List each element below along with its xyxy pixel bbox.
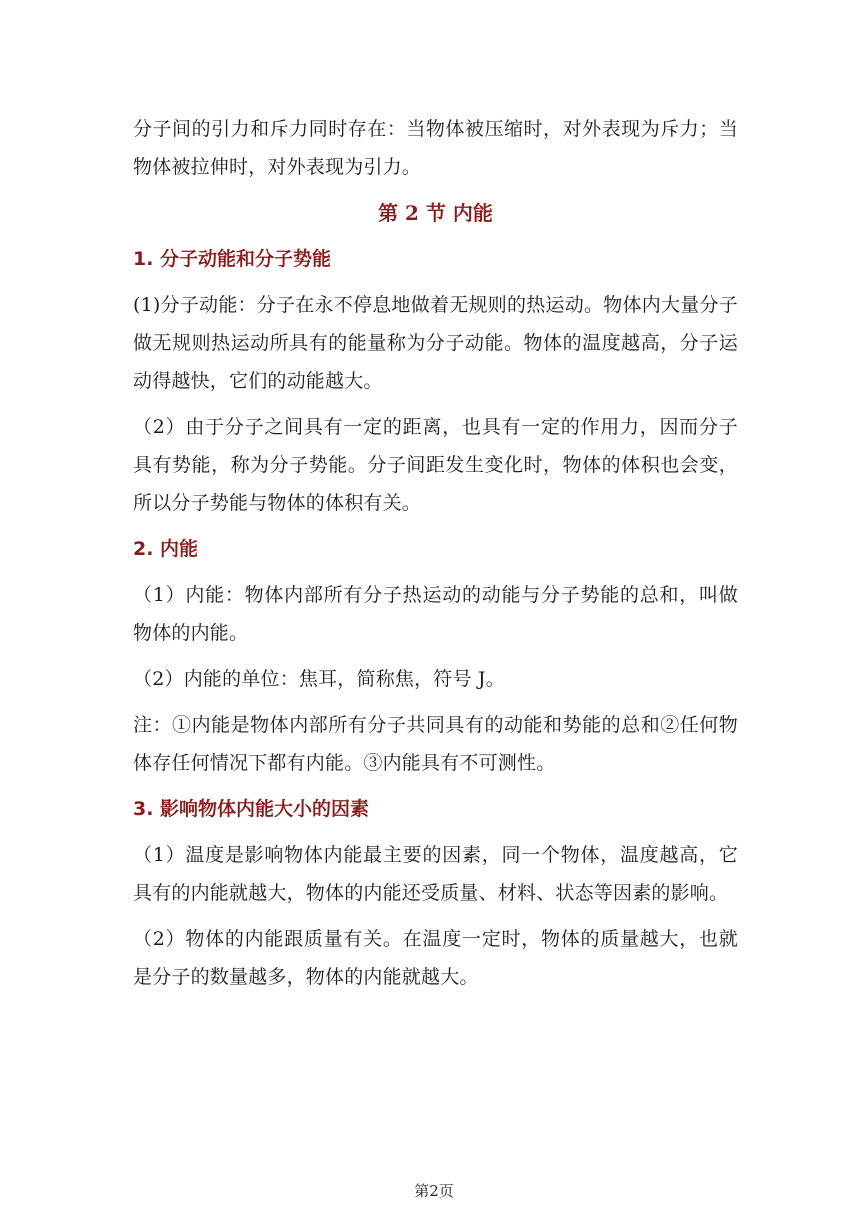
paragraph-1-1: (1)分子动能：分子在永不停息地做着无规则的热运动。物体内大量分子做无规则热运动所具有的能量称为分子动能。物体的温度越高，分子运动得越快，它们的动能越大。 — [133, 294, 738, 392]
heading-3: 3. 影响物体内能大小的因素 — [133, 798, 370, 820]
note-paragraph: 注：①内能是物体内部所有分子共同具有的动能和势能的总和②任何物体存任何情况下都有内能。③内能具有不可测性。 — [133, 714, 738, 774]
document-body — [133, 110, 738, 1004]
heading-1: 1. 分子动能和分子势能 — [133, 248, 332, 270]
intro-paragraph: 分子间的引力和斥力同时存在：当物体被压缩时，对外表现为斥力；当物体被拉伸时，对外表现为引力。 — [133, 118, 738, 178]
paragraph-3-1: （1）温度是影响物体内能最主要的因素，同一个物体，温度越高，它具有的内能就越大，物体的内能还受质量、材料、状态等因素的影响。 — [133, 844, 738, 904]
paragraph-2-1: （1）内能：物体内部所有分子热运动的动能与分子势能的总和，叫做物体的内能。 — [133, 584, 738, 644]
page-number: 第2页 — [414, 1182, 454, 1200]
heading-2: 2. 内能 — [133, 538, 199, 560]
section-title: 第 2 节 内能 — [378, 201, 493, 225]
paragraph-2-2: （2）内能的单位：焦耳，简称焦，符号 J。 — [133, 668, 505, 690]
paragraph-3-2: （2）物体的内能跟质量有关。在温度一定时，物体的质量越大，也就是分子的数量越多，物体的内能就越大。 — [133, 928, 738, 988]
paragraph-1-2: （2）由于分子之间具有一定的距离，也具有一定的作用力，因而分子具有势能，称为分子势能。分子间距发生变化时，物体的体积也会变，所以分子势能与物体的体积有关。 — [133, 416, 738, 514]
